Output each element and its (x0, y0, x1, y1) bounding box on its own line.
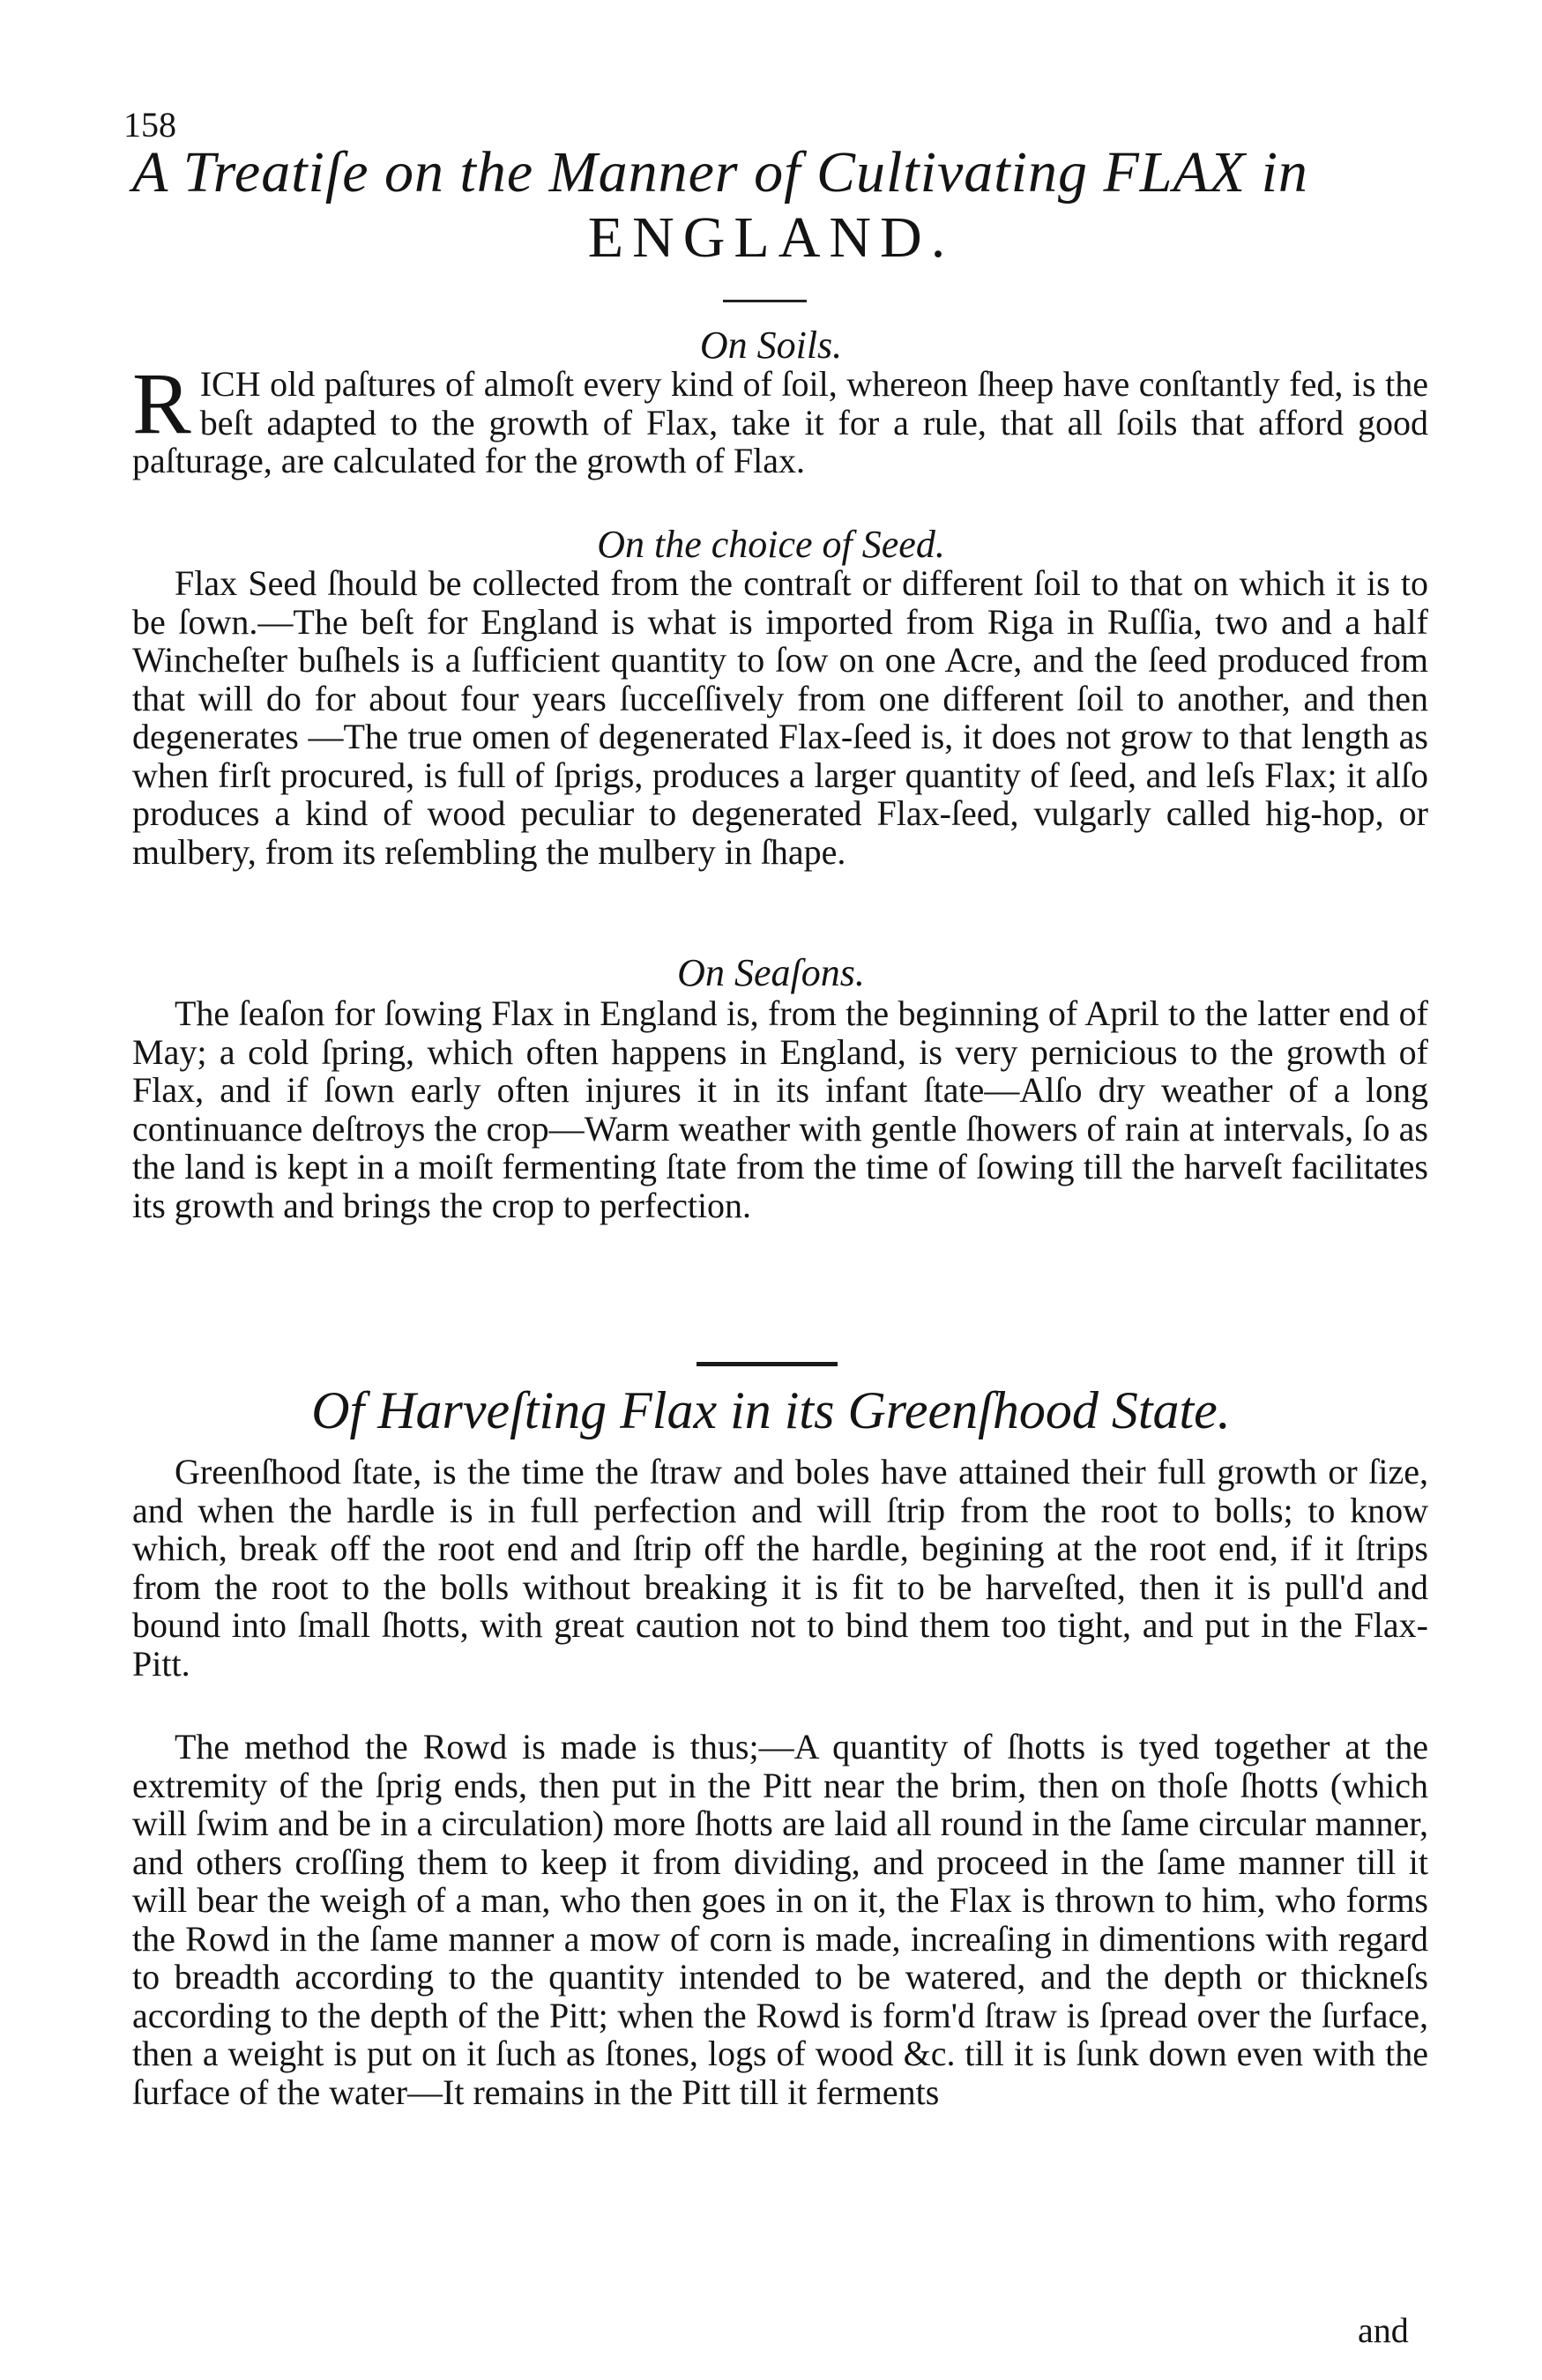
heading-harvesting: Of Harveſting Flax in its Greenſhood State. (311, 1381, 1231, 1439)
paragraph-harvesting-1: Greenſhood ſtate, is the time the ſtraw and boles have attained their full growth or ſize, and when the hardle is in full perfection and will ſtrip from the root to bolls; to know which, break off the root end and ſtrip off the hardle, begining at the root end, if it ſtrips from the root to the bolls without breaking it is fit to be harveſted, then it is pull'd and bound into ſmall ſhotts, with great caution not to bind them too tight, and put in the Flax-Pitt. (132, 1452, 1428, 1684)
paragraph-harvesting-2: The method the Rowd is made is thus;—A quantity of ſhotts is tyed together at the extremity of the ſprig ends, then put in the Pitt near the brim, then on thoſe ſhotts (which will ſwim and be in a circulation) more ſhotts are laid all round in the ſame circular manner, and others croſſing them to keep it from dividing, and proceed in the ſame manner till it will bear the weigh of a man, who then goes in on it, the Flax is thrown to him, who forms the Rowd in the ſame manner a mow of corn is made, increaſing in dimentions with regard to breadth according to the quantity intended to be watered, and the depth or thickneſs according to the depth of the Pitt; when the Rowd is form'd ſtraw is ſpread over the ſurface, then a weight is put on it ſuch as ſtones, logs of wood &c. till it is ſunk down even with the ſurface of the water—It remains in the Pitt till it ferments (132, 1727, 1428, 2112)
page-title-country: ENGLAND. (587, 205, 955, 270)
heading-soils: On Soils. (699, 324, 843, 367)
page-title: A Treatiſe on the Manner of Cultivating FLAX in (132, 140, 1308, 205)
title-divider (723, 300, 807, 302)
catchword: and (1358, 2310, 1409, 2350)
drop-cap: R (132, 354, 191, 452)
page-number: 158 (123, 105, 176, 145)
paragraph-seasons: The ſeaſon for ſowing Flax in England is, from the beginning of April to the latter end of May; a cold ſpring, which often happens in England, is very pernicious to the growth of Flax, and if ſown early often injures it in its infant ſtate—Alſo dry weather of a long continuance deſtroys the crop—Warm weather with gentle ſhowers of rain at intervals, ſo as the land is kept in a moiſt fermenting ſtate from the time of ſowing till the harveſt facilitates its growth and brings the crop to perfection. (132, 993, 1428, 1225)
heading-seasons: On Seaſons. (677, 951, 865, 994)
paragraph-soils (132, 354, 1428, 480)
heading-seed: On the choice of Seed. (597, 523, 945, 566)
paragraph-seed: Flax Seed ſhould be collected from the contraſt or different ſoil to that on which it is to be ſown.—The beſt for England is what is imported from Riga in Ruſſia, two and a half Wincheſter buſhels is a ſufficient quantity to ſow on one Acre, and the ſeed produced from that will do for about four years ſucceſſively from one different ſoil to another, and then degenerates —The true omen of degenerated Flax-ſeed is, it does not grow to that length as when firſt procured, is full of ſprigs, produces a larger quantity of ſeed, and leſs Flax; it alſo produces a kind of wood peculiar to degenerated Flax-ſeed, vulgarly called hig-hop, or mulbery, from its reſembling the mulbery in ſhape. (132, 563, 1428, 872)
section-divider (697, 1362, 838, 1366)
paragraph-soils-text: ICH old paſtures of almoſt every kind of ſoil, whereon ſheep have conſtantly fed, is the beſt adapted to the growth of Flax, take it for a rule, that all ſoils that afford good paſturage, are calculated for the growth of Flax. (132, 364, 1428, 480)
